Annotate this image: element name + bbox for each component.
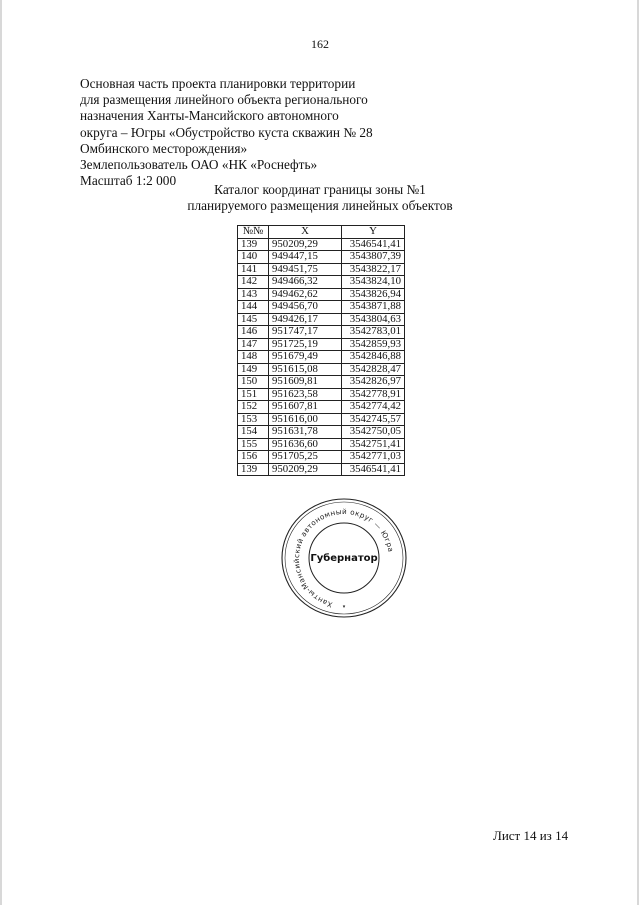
table-row — [238, 438, 405, 451]
cell-x: 951609,81 — [269, 376, 342, 389]
header-line: Масштаб 1:2 000 — [80, 173, 177, 189]
table-row — [238, 301, 405, 314]
cell-number: 147 — [238, 338, 269, 351]
sheet-number: Лист 14 из 14 — [493, 828, 569, 843]
cell-x: 951623,58 — [269, 388, 342, 401]
header-line: Омбинского месторождения» — [80, 140, 248, 156]
cell-number: 146 — [238, 326, 269, 339]
table-row — [238, 463, 405, 476]
cell-number: 151 — [238, 388, 269, 401]
cell-number: 148 — [238, 351, 269, 364]
column-header-y: Y — [342, 226, 405, 239]
table-row — [238, 338, 405, 351]
table-row — [238, 426, 405, 439]
table-row — [238, 388, 405, 401]
cell-number: 153 — [238, 413, 269, 426]
cell-x: 951679,49 — [269, 351, 342, 364]
header-line: Землепользователь ОАО «НК «Роснефть» — [80, 157, 318, 173]
catalog-title — [0, 182, 640, 214]
coordinates-table — [237, 225, 405, 476]
cell-x: 951725,19 — [269, 338, 342, 351]
cell-number: 142 — [238, 276, 269, 289]
cell-x: 949466,32 — [269, 276, 342, 289]
cell-y: 3542778,91 — [342, 388, 405, 401]
table-row — [238, 288, 405, 301]
cell-y: 3543804,63 — [342, 313, 405, 326]
column-header-x: X — [269, 226, 342, 239]
cell-y: 3542783,01 — [342, 326, 405, 339]
catalog-title-line: планируемого размещения линейных объектов — [187, 198, 453, 213]
cell-x: 951705,25 — [269, 451, 342, 464]
cell-number: 150 — [238, 376, 269, 389]
coordinates-table-wrapper — [237, 225, 405, 476]
cell-x: 949447,15 — [269, 251, 342, 264]
cell-y: 3542826,97 — [342, 376, 405, 389]
seal-ring-text: Ханты-Мансийский автономный округ — Югра — [291, 506, 396, 610]
table-row — [238, 238, 405, 251]
cell-number: 145 — [238, 313, 269, 326]
cell-y: 3542771,03 — [342, 451, 405, 464]
table-row — [238, 351, 405, 364]
cell-y: 3546541,41 — [342, 238, 405, 251]
document-header — [80, 76, 500, 189]
table-body — [238, 238, 405, 476]
table-row — [238, 413, 405, 426]
cell-y: 3543807,39 — [342, 251, 405, 264]
seal-center-text: Губернатор — [310, 553, 378, 564]
cell-number: 156 — [238, 451, 269, 464]
page-number: 162 — [311, 37, 329, 51]
cell-y: 3546541,41 — [342, 463, 405, 476]
table-row — [238, 251, 405, 264]
page-edge-right — [637, 0, 639, 905]
cell-y: 3542859,93 — [342, 338, 405, 351]
cell-y: 3542745,57 — [342, 413, 405, 426]
cell-x: 950209,29 — [269, 463, 342, 476]
cell-x: 949451,75 — [269, 263, 342, 276]
table-row — [238, 263, 405, 276]
column-header-number: №№ — [238, 226, 269, 239]
cell-x: 951607,81 — [269, 401, 342, 414]
cell-x: 951631,78 — [269, 426, 342, 439]
cell-y: 3542828,47 — [342, 363, 405, 376]
table-row — [238, 363, 405, 376]
seal-graphic — [280, 497, 408, 619]
cell-y: 3542750,05 — [342, 426, 405, 439]
cell-number: 139 — [238, 463, 269, 476]
cell-number: 143 — [238, 288, 269, 301]
cell-y: 3542846,88 — [342, 351, 405, 364]
cell-number: 154 — [238, 426, 269, 439]
header-line: округа – Югры «Обустройство куста скважин № 28 — [80, 124, 373, 140]
cell-number: 155 — [238, 438, 269, 451]
cell-number: 140 — [238, 251, 269, 264]
table-row — [238, 276, 405, 289]
catalog-title-line: Каталог координат границы зоны №1 — [214, 182, 426, 197]
table-row — [238, 451, 405, 464]
table-row — [238, 401, 405, 414]
table-row — [238, 376, 405, 389]
cell-x: 951636,60 — [269, 438, 342, 451]
cell-number: 152 — [238, 401, 269, 414]
table-header-row — [238, 226, 405, 239]
cell-y: 3542751,41 — [342, 438, 405, 451]
cell-x: 950209,29 — [269, 238, 342, 251]
table-row — [238, 326, 405, 339]
header-line: для размещения линейного объекта регионального — [80, 92, 368, 108]
table-row — [238, 313, 405, 326]
cell-x: 951616,00 — [269, 413, 342, 426]
cell-y: 3543822,17 — [342, 263, 405, 276]
cell-number: 139 — [238, 238, 269, 251]
cell-y: 3543871,88 — [342, 301, 405, 314]
cell-number: 144 — [238, 301, 269, 314]
cell-x: 951615,08 — [269, 363, 342, 376]
cell-number: 141 — [238, 263, 269, 276]
cell-x: 949456,70 — [269, 301, 342, 314]
seal-bottom-mark: ▾ — [342, 604, 346, 610]
cell-number: 149 — [238, 363, 269, 376]
header-line: назначения Ханты-Мансийского автономного — [80, 108, 339, 124]
governor-seal — [280, 497, 408, 619]
cell-y: 3542774,42 — [342, 401, 405, 414]
cell-x: 949462,62 — [269, 288, 342, 301]
header-line: Основная часть проекта планировки территории — [80, 76, 356, 91]
cell-x: 949426,17 — [269, 313, 342, 326]
page-edge-left — [0, 0, 2, 905]
cell-x: 951747,17 — [269, 326, 342, 339]
cell-y: 3543824,10 — [342, 276, 405, 289]
cell-y: 3543826,94 — [342, 288, 405, 301]
